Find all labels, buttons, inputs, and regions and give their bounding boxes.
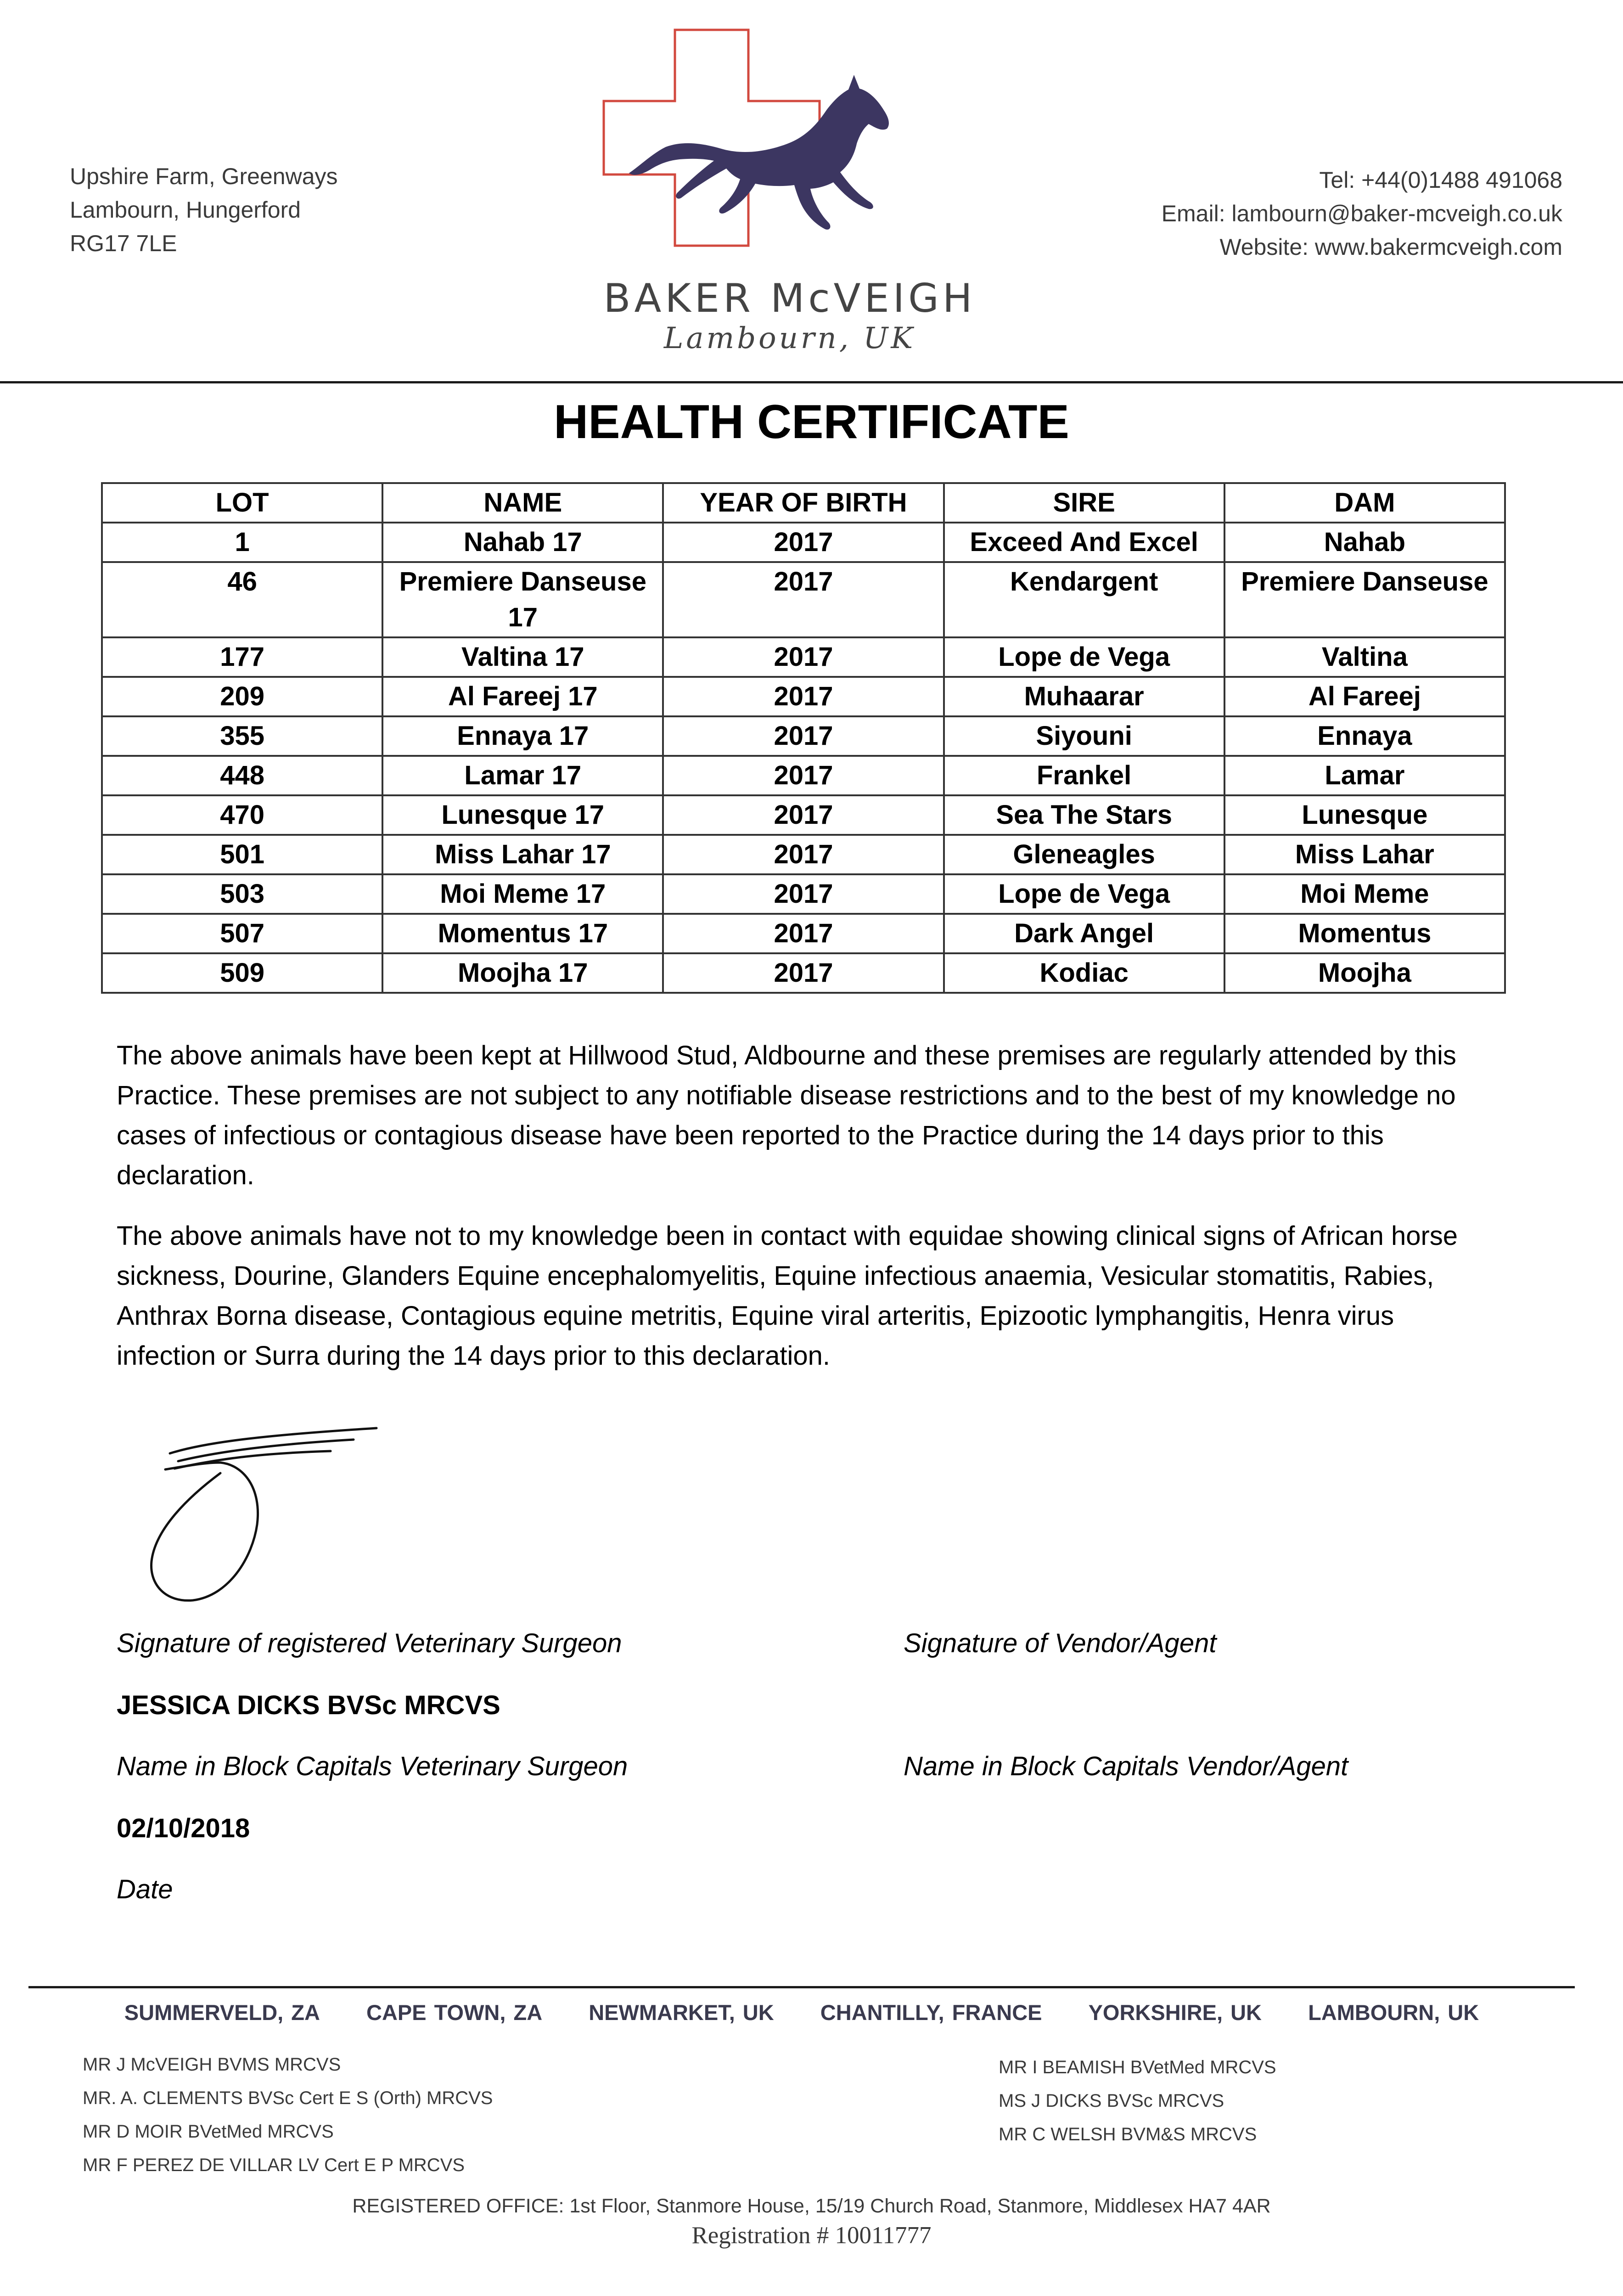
office-location: SUMMERVELD, ZA — [124, 2000, 320, 2025]
table-row — [102, 874, 1505, 914]
table-cell: Lamar 17 — [382, 756, 663, 795]
table-cell: Nahab 17 — [382, 523, 663, 562]
registered-office: REGISTERED OFFICE: 1st Floor, Stanmore House, 15/19 Church Road, Stanmore, Middlesex HA7 4AR — [352, 2195, 1271, 2217]
table-cell: Siyouni — [944, 716, 1224, 756]
table-cell: Miss Lahar — [1224, 835, 1505, 874]
date-label: Date — [117, 1874, 173, 1904]
vet-entry: MR F PEREZ DE VILLAR LV Cert E P MRCVS — [83, 2155, 465, 2175]
practice-address — [70, 160, 338, 260]
table-cell: Lope de Vega — [944, 874, 1224, 914]
address-line: RG17 7LE — [70, 231, 177, 256]
table-cell: 470 — [102, 795, 382, 835]
vendor-name-label: Name in Block Capitals Vendor/Agent — [904, 1751, 1348, 1781]
table-cell: Moojha — [1224, 953, 1505, 993]
address-line: Lambourn, Hungerford — [70, 197, 301, 223]
declaration-paragraph-2: The above animals have not to my knowledge been in contact with equidae showing clinical signs of African horse sickness, Dourine, Glanders Equine encephalomyelitis, Equine infectious anaemia, Vesicular stomatitis, Rabies, Anthrax Borna disease, Contagious equine metritis, Equine viral arteritis, Epizootic lymphangitis, Henra virus infection or Surra during the 14 days prior to this declaration. — [117, 1221, 1458, 1371]
table-row — [102, 795, 1505, 835]
table-cell: Kodiac — [944, 953, 1224, 993]
vet-entry: MR D MOIR BVetMed MRCVS — [83, 2122, 334, 2142]
table-cell: Valtina — [1224, 637, 1505, 677]
email-line: Email: lambourn@baker-mcveigh.co.uk — [1161, 201, 1562, 226]
table-cell: Lamar — [1224, 756, 1505, 795]
table-cell: 509 — [102, 953, 382, 993]
table-cell: 209 — [102, 677, 382, 716]
table-cell: Frankel — [944, 756, 1224, 795]
table-cell: 46 — [102, 562, 382, 637]
table-row — [102, 914, 1505, 953]
table-cell: 2017 — [663, 835, 943, 874]
table-row — [102, 756, 1505, 795]
table-cell: 2017 — [663, 637, 943, 677]
vet-entry: MR. A. CLEMENTS BVSc Cert E S (Orth) MRCVS — [83, 2088, 493, 2108]
document-title: HEALTH CERTIFICATE — [554, 395, 1069, 449]
table-row — [102, 523, 1505, 562]
table-cell: Lunesque 17 — [382, 795, 663, 835]
table-cell: Kendargent — [944, 562, 1224, 637]
declaration-paragraph-1: The above animals have been kept at Hillwood Stud, Aldbourne and these premises are regularly attended by this Practice. These premises are not subject to any notifiable disease restrictions and to the best of my knowledge no cases of infectious or contagious disease have been reported to the Practice during the 14 days prior to this declaration. — [117, 1041, 1456, 1190]
vet-entry: MR I BEAMISH BVetMed MRCVS — [999, 2057, 1276, 2077]
vet-entry: MR J McVEIGH BVMS MRCVS — [83, 2054, 341, 2075]
horse-icon — [629, 75, 889, 230]
registration-number: Registration # 10011777 — [691, 2222, 932, 2249]
table-row — [102, 562, 1505, 637]
table-cell: 503 — [102, 874, 382, 914]
table-cell: Moi Meme 17 — [382, 874, 663, 914]
vet-entry: MS J DICKS BVSc MRCVS — [999, 2091, 1224, 2111]
handwritten-signature — [138, 1419, 395, 1603]
table-cell: 2017 — [663, 914, 943, 953]
column-header: YEAR OF BIRTH — [663, 483, 943, 523]
vet-entry: MR C WELSH BVM&S MRCVS — [999, 2124, 1257, 2144]
table-cell: Premiere Danseuse — [1224, 562, 1505, 637]
table-cell: 2017 — [663, 523, 943, 562]
table-cell: 177 — [102, 637, 382, 677]
table-row — [102, 953, 1505, 993]
office-location: CHANTILLY, FRANCE — [820, 2000, 1042, 2025]
column-header: NAME — [382, 483, 663, 523]
table-cell: 501 — [102, 835, 382, 874]
column-header: LOT — [102, 483, 382, 523]
column-header: DAM — [1224, 483, 1505, 523]
table-cell: Sea The Stars — [944, 795, 1224, 835]
lots-table — [101, 482, 1506, 994]
table-cell: Lope de Vega — [944, 637, 1224, 677]
office-location: YORKSHIRE, UK — [1088, 2000, 1262, 2025]
footer-divider — [28, 1986, 1575, 1988]
table-cell: Exceed And Excel — [944, 523, 1224, 562]
table-row — [102, 716, 1505, 756]
table-cell: Al Fareej 17 — [382, 677, 663, 716]
table-cell: Valtina 17 — [382, 637, 663, 677]
practice-contact — [1162, 163, 1562, 264]
table-cell: Momentus — [1224, 914, 1505, 953]
table-cell: Ennaya — [1224, 716, 1505, 756]
table-row — [102, 637, 1505, 677]
table-header-row — [102, 483, 1505, 523]
table-cell: 2017 — [663, 953, 943, 993]
table-row — [102, 677, 1505, 716]
office-locations — [28, 2000, 1575, 2025]
table-cell: Al Fareej — [1224, 677, 1505, 716]
table-row — [102, 835, 1505, 874]
table-cell: Lunesque — [1224, 795, 1505, 835]
vet-signature-label: Signature of registered Veterinary Surgeon — [117, 1628, 622, 1658]
table-cell: Nahab — [1224, 523, 1505, 562]
table-cell: Muhaarar — [944, 677, 1224, 716]
table-cell: Moojha 17 — [382, 953, 663, 993]
table-cell: 2017 — [663, 756, 943, 795]
table-cell: 448 — [102, 756, 382, 795]
table-cell: Premiere Danseuse 17 — [382, 562, 663, 637]
office-location: NEWMARKET, UK — [589, 2000, 774, 2025]
office-location: CAPE TOWN, ZA — [366, 2000, 543, 2025]
table-cell: 2017 — [663, 677, 943, 716]
table-cell: 2017 — [663, 716, 943, 756]
table-cell: Ennaya 17 — [382, 716, 663, 756]
vet-list-left — [83, 2048, 493, 2182]
table-cell: 2017 — [663, 795, 943, 835]
table-cell: 507 — [102, 914, 382, 953]
vet-name: JESSICA DICKS BVSc MRCVS — [117, 1690, 500, 1720]
website-line: Website: www.bakermcveigh.com — [1219, 234, 1562, 260]
table-cell: 2017 — [663, 562, 943, 637]
table-cell: 355 — [102, 716, 382, 756]
table-cell: Dark Angel — [944, 914, 1224, 953]
table-cell: Momentus 17 — [382, 914, 663, 953]
phone-line: Tel: +44(0)1488 491068 — [1319, 167, 1562, 193]
brand-location: Lambourn, UK — [663, 321, 916, 355]
medical-cross-icon — [604, 30, 820, 246]
vendor-signature-label: Signature of Vendor/Agent — [904, 1628, 1217, 1658]
vet-name-label: Name in Block Capitals Veterinary Surgeon — [117, 1751, 628, 1781]
baker-mcveigh-logo-icon — [597, 25, 1010, 282]
certificate-date: 02/10/2018 — [117, 1813, 250, 1843]
address-line: Upshire Farm, Greenways — [70, 163, 338, 189]
table-cell: Miss Lahar 17 — [382, 835, 663, 874]
office-location: LAMBOURN, UK — [1308, 2000, 1479, 2025]
table-cell: 1 — [102, 523, 382, 562]
table-cell: Moi Meme — [1224, 874, 1505, 914]
table-cell: Gleneagles — [944, 835, 1224, 874]
vet-list-right — [999, 2051, 1276, 2151]
header-divider — [0, 381, 1623, 383]
column-header: SIRE — [944, 483, 1224, 523]
brand-name: BAKER McVEIGH — [603, 276, 976, 321]
table-cell: 2017 — [663, 874, 943, 914]
